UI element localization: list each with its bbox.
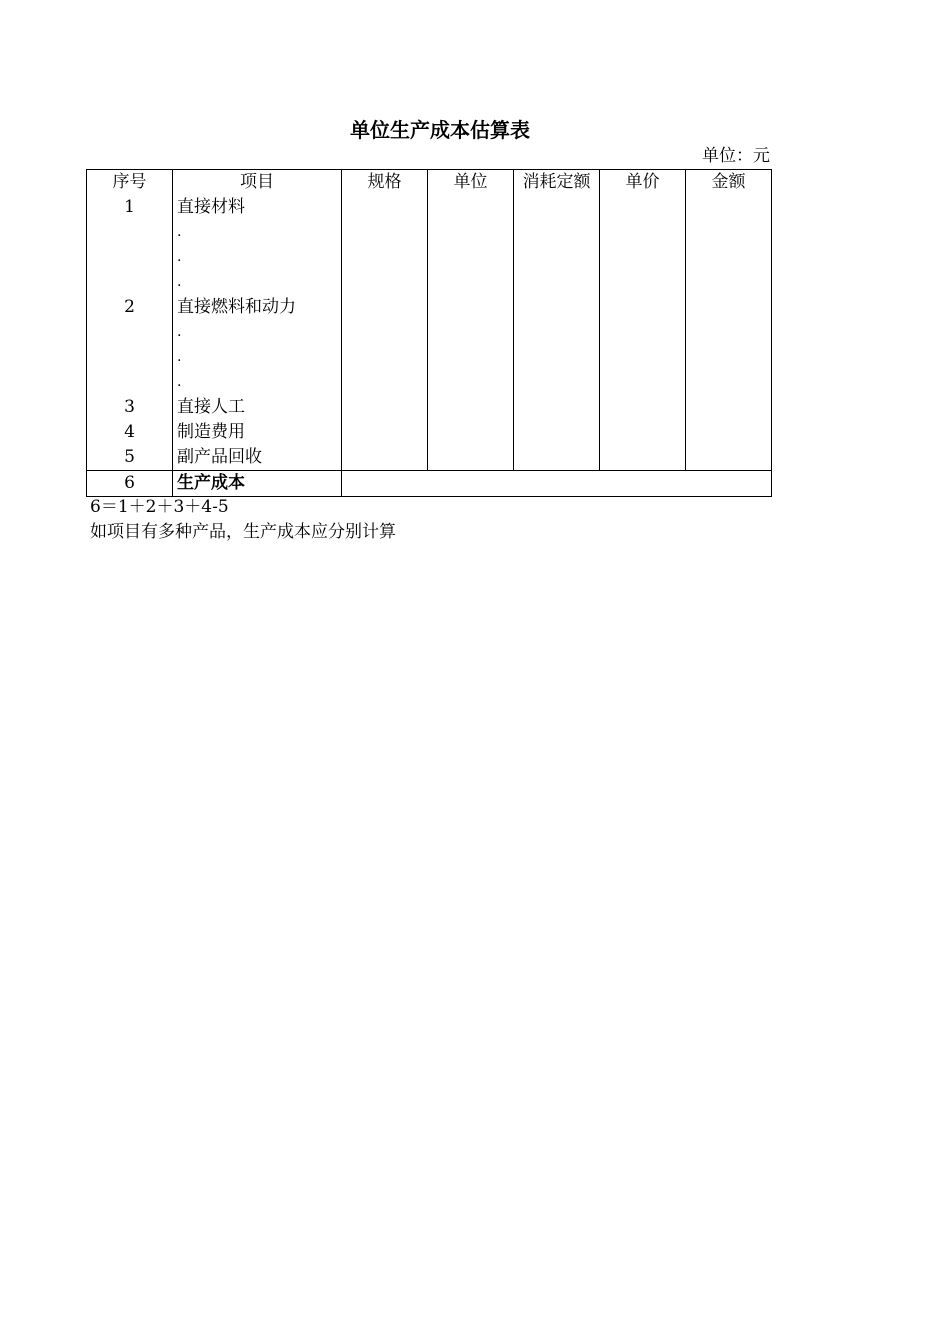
cell-spec bbox=[342, 370, 428, 395]
row-no bbox=[87, 245, 173, 270]
table-header-row bbox=[87, 170, 772, 196]
cell-quota bbox=[514, 395, 600, 420]
row-item-placeholder: . bbox=[173, 320, 342, 345]
cell-price bbox=[600, 195, 686, 220]
cost-estimate-table bbox=[86, 169, 772, 497]
row-no: 4 bbox=[87, 420, 173, 445]
cell-unit bbox=[428, 220, 514, 245]
cell-price bbox=[600, 395, 686, 420]
table-row bbox=[87, 395, 772, 420]
cell-quota bbox=[514, 320, 600, 345]
column-header-item: 项目 bbox=[173, 170, 342, 196]
cell-unit bbox=[428, 345, 514, 370]
cell-quota bbox=[514, 420, 600, 445]
cell-unit bbox=[428, 320, 514, 345]
cell-price bbox=[600, 345, 686, 370]
table-row bbox=[87, 245, 772, 270]
table-row bbox=[87, 420, 772, 445]
row-no: 3 bbox=[87, 395, 173, 420]
cell-spec bbox=[342, 220, 428, 245]
cell-price bbox=[600, 270, 686, 295]
cell-quota bbox=[514, 220, 600, 245]
table-row bbox=[87, 195, 772, 220]
cell-spec bbox=[342, 245, 428, 270]
cell-price bbox=[600, 320, 686, 345]
cell-quota bbox=[514, 295, 600, 320]
cell-quota bbox=[514, 370, 600, 395]
cell-unit bbox=[428, 395, 514, 420]
row-item-placeholder: . bbox=[173, 270, 342, 295]
cell-amount bbox=[686, 345, 772, 370]
cell-amount bbox=[686, 295, 772, 320]
cell-price bbox=[600, 445, 686, 471]
column-header-amount: 金额 bbox=[686, 170, 772, 196]
cell-spec bbox=[342, 320, 428, 345]
cell-amount bbox=[686, 195, 772, 220]
cell-unit bbox=[428, 270, 514, 295]
row-item: 副产品回收 bbox=[173, 445, 342, 471]
cell-price bbox=[600, 295, 686, 320]
cell-price bbox=[600, 245, 686, 270]
column-header-unit: 单位 bbox=[428, 170, 514, 196]
table-row bbox=[87, 220, 772, 245]
cell-unit bbox=[428, 195, 514, 220]
column-header-unit-price: 单价 bbox=[600, 170, 686, 196]
row-no bbox=[87, 345, 173, 370]
cell-unit bbox=[428, 420, 514, 445]
cell-price bbox=[600, 420, 686, 445]
total-row-item: 生产成本 bbox=[173, 471, 342, 497]
cell-amount bbox=[686, 320, 772, 345]
row-no bbox=[87, 220, 173, 245]
cell-spec bbox=[342, 345, 428, 370]
footnote: 如项目有多种产品，生产成本应分别计算 bbox=[90, 522, 396, 542]
cell-quota bbox=[514, 445, 600, 471]
cell-spec bbox=[342, 445, 428, 471]
row-no: 2 bbox=[87, 295, 173, 320]
cell-quota bbox=[514, 245, 600, 270]
cell-unit bbox=[428, 370, 514, 395]
table-row bbox=[87, 295, 772, 320]
cell-unit bbox=[428, 245, 514, 270]
row-no bbox=[87, 270, 173, 295]
cell-amount bbox=[686, 370, 772, 395]
row-item: 直接燃料和动力 bbox=[173, 295, 342, 320]
table-row bbox=[87, 270, 772, 295]
table-row bbox=[87, 445, 772, 471]
cell-spec bbox=[342, 395, 428, 420]
cell-amount bbox=[686, 270, 772, 295]
cell-unit bbox=[428, 295, 514, 320]
table-row bbox=[87, 370, 772, 395]
row-item: 制造费用 bbox=[173, 420, 342, 445]
cell-quota bbox=[514, 270, 600, 295]
cell-quota bbox=[514, 195, 600, 220]
column-header-no: 序号 bbox=[87, 170, 173, 196]
unit-note: 单位：元 bbox=[702, 146, 770, 166]
cell-unit bbox=[428, 445, 514, 471]
row-no bbox=[87, 370, 173, 395]
table-row bbox=[87, 320, 772, 345]
total-row bbox=[87, 471, 772, 497]
row-no: 5 bbox=[87, 445, 173, 471]
page-title: 单位生产成本估算表 bbox=[350, 118, 530, 142]
row-no bbox=[87, 320, 173, 345]
column-header-spec: 规格 bbox=[342, 170, 428, 196]
row-item-placeholder: . bbox=[173, 345, 342, 370]
cell-spec bbox=[342, 420, 428, 445]
total-row-no: 6 bbox=[87, 471, 173, 497]
column-header-consumption-quota: 消耗定额 bbox=[514, 170, 600, 196]
row-item-placeholder: . bbox=[173, 220, 342, 245]
cell-price bbox=[600, 370, 686, 395]
cell-quota bbox=[514, 345, 600, 370]
row-item: 直接人工 bbox=[173, 395, 342, 420]
cell-spec bbox=[342, 295, 428, 320]
cell-amount bbox=[686, 420, 772, 445]
cell-amount bbox=[686, 445, 772, 471]
cell-spec bbox=[342, 270, 428, 295]
row-item-placeholder: . bbox=[173, 370, 342, 395]
cell-amount bbox=[686, 395, 772, 420]
row-item-placeholder: . bbox=[173, 245, 342, 270]
cell-price bbox=[600, 220, 686, 245]
row-no: 1 bbox=[87, 195, 173, 220]
cell-amount bbox=[686, 220, 772, 245]
formula-note: 6＝1＋2＋3＋4-5 bbox=[90, 497, 229, 517]
cell-amount bbox=[686, 245, 772, 270]
row-item: 直接材料 bbox=[173, 195, 342, 220]
table-row bbox=[87, 345, 772, 370]
total-row-merged-cell bbox=[342, 471, 772, 497]
cell-spec bbox=[342, 195, 428, 220]
